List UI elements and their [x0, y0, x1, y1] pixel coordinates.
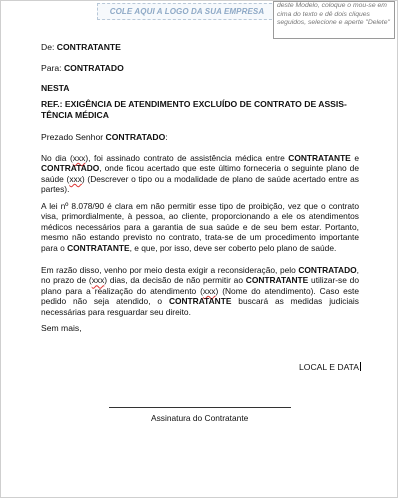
local-date-text: LOCAL E DATA [299, 362, 360, 372]
p3-contratante-2: CONTRATANTE [168, 296, 232, 307]
salutation [41, 132, 168, 142]
p3-contratado: CONTRATADO [298, 265, 357, 275]
p3-text-g: ) (Nome do atendimento). Caso este pedido não seja atendido, o [41, 285, 359, 307]
p1-text-f: , onde ficou acertado que este último forneceria o seguinte plano de saúde ( [41, 163, 359, 184]
p3-text-a: Em razão disso, venho por meio desta exigir a reconsideração, pelo [41, 265, 299, 275]
p1-contratante: CONTRATANTE [288, 153, 351, 163]
p3-placeholder-1: xxx [91, 275, 105, 286]
p2-contratante: CONTRATANTE [67, 242, 130, 253]
signature-line [109, 407, 291, 408]
to-label: Para: [41, 63, 62, 73]
p1-contratado: CONTRATADO [41, 163, 100, 174]
signature-label: Assinatura do Contratante [151, 413, 249, 423]
from-value: CONTRATANTE [56, 42, 121, 52]
p2-text-a: A lei nº 8.078/90 é clara em não permitir esse tipo de proibição, vez que o contrato visa, primordialmente, à pessoa, ao cliente, proporcionando a ele os atendimentos médicos necessários para a garantia de sua saúde e de seu bem estar. Portanto, mesmo não estando previsto no contrato, trata-se de um procedimento importante para o [41, 201, 359, 253]
text-cursor [360, 362, 361, 371]
p3-text-i: buscará as medidas judiciais necessárias para resguardar seu direito. [41, 296, 359, 317]
from-line [41, 42, 121, 52]
reference-line: REF.: EXIGÊNCIA DE ATENDIMENTO EXCLUÍDO DE CONTRATO DE ASSIS-TÊNCIA MÉDICA [41, 99, 347, 120]
p1-text-a: No dia ( [41, 153, 73, 163]
p2-text-c: , e que, por isso, deve ser coberto pelo plano de saúde. [129, 242, 337, 253]
local-and-date[interactable] [299, 362, 361, 372]
salutation-prefix: Prezado Senhor [41, 132, 106, 142]
salutation-name: CONTRATADO [105, 132, 166, 142]
p1-text-g: ) (Descrever o tipo ou a modalidade de plano de saúde acertado entre as partes). [41, 173, 359, 195]
p3-text-d: ) dias, da decisão de não permitir ao [104, 275, 246, 286]
paragraph-1 [41, 153, 359, 195]
logo-placeholder[interactable]: COLE AQUI A LOGO DA SUA EMPRESA [97, 3, 277, 20]
to-line [41, 63, 124, 73]
from-label: De: [41, 42, 55, 52]
p3-text-c: , no prazo de ( [41, 265, 359, 286]
paragraph-3 [41, 265, 359, 317]
p1-text-d: e [350, 153, 359, 163]
p3-placeholder-2: xxx [202, 285, 216, 296]
p3-text-f: utilizar-se do plano para a realização do atendimento ( [41, 275, 359, 296]
salutation-suffix: : [165, 132, 168, 142]
paragraph-2 [41, 201, 359, 253]
p1-placeholder-1: xxx [72, 153, 86, 163]
to-value: CONTRATADO [63, 63, 124, 73]
local-nesta: NESTA [41, 83, 70, 93]
p1-placeholder-2: xxx [69, 173, 82, 184]
p1-text-b: ), foi assinado contrato de assistência médica entre [85, 153, 289, 163]
p3-contratante-1: CONTRATANTE [245, 275, 309, 286]
instruction-note: deste Modelo, coloque o mou-se em cima do texto e dê dois cliques seguidos, selecione e aperte "Delete" [273, 1, 395, 39]
closing: Sem mais, [41, 323, 82, 333]
